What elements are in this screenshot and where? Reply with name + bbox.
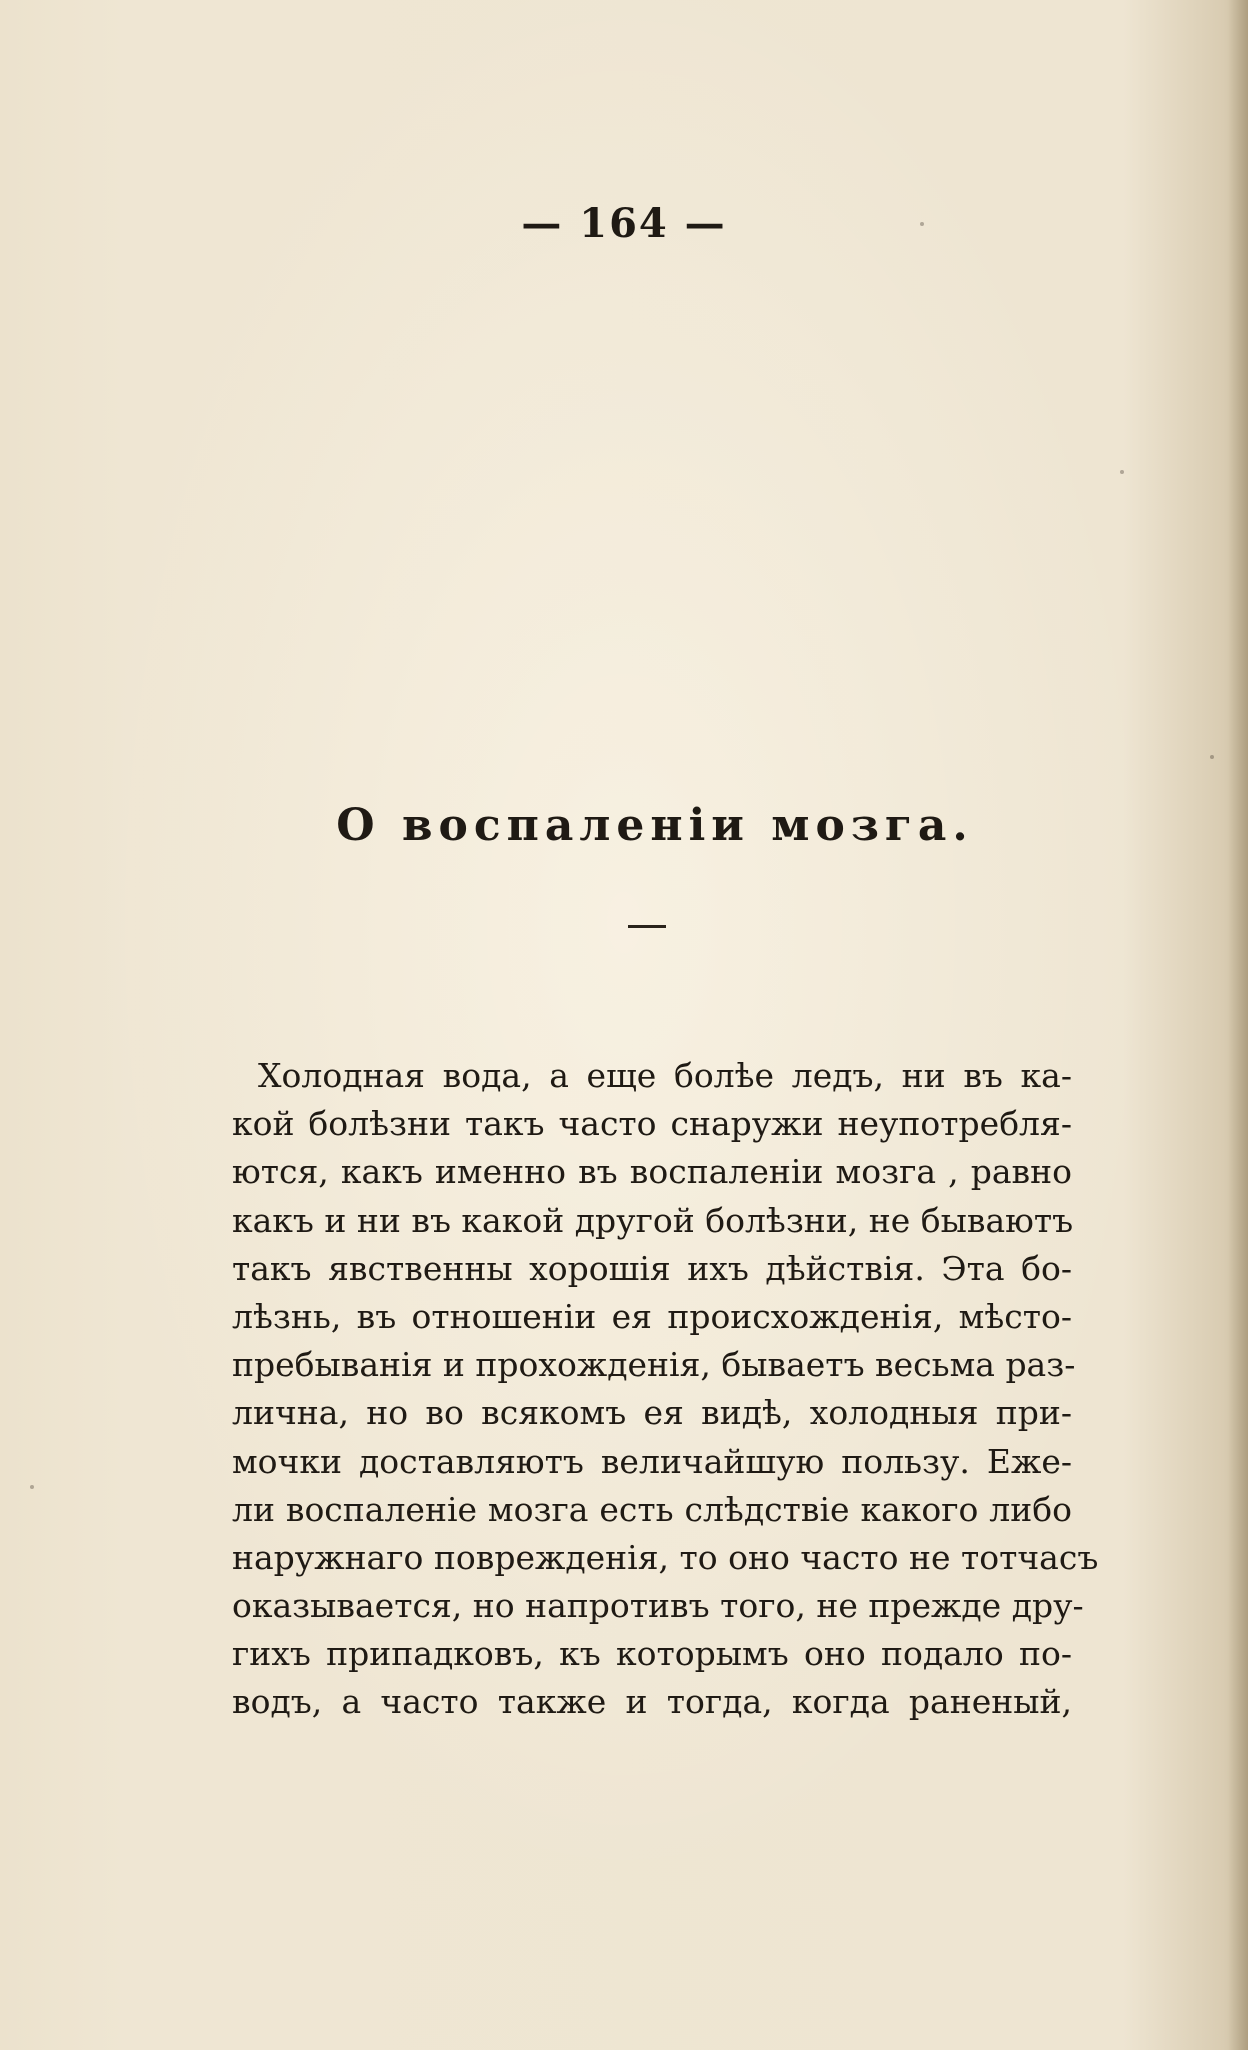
- text-line: водъ, а часто также и тогда, когда раненый,: [232, 1682, 1072, 1722]
- text-line: такъ явственны хорошія ихъ дѣйствія. Эта бо-: [232, 1248, 1072, 1288]
- text-line: какъ и ни въ какой другой болѣзни, не бываютъ: [232, 1200, 1074, 1240]
- text-line: лѣзнь, въ отношеніи ея происхожденія, мѣсто-: [232, 1296, 1072, 1336]
- text-line: ются, какъ именно въ воспаленіи мозга , равно: [232, 1152, 1072, 1192]
- body-paragraph: [232, 1052, 1099, 1727]
- paper-speck: [1210, 755, 1214, 759]
- text-line: гихъ припадковъ, къ которымъ оно подало по-: [232, 1634, 1072, 1674]
- page-edge-shadow: [1228, 0, 1248, 2050]
- text-line: лична, но во всякомъ ея видѣ, холодныя при-: [232, 1393, 1072, 1433]
- text-line: ли воспаленіе мозга есть слѣдствіе какого либо: [232, 1489, 1072, 1529]
- text-line: мочки доставляютъ величайшую пользу. Еже-: [232, 1441, 1072, 1481]
- paper-speck: [30, 1485, 34, 1489]
- paper-speck: [1120, 470, 1124, 474]
- text-line: пребыванія и прохожденія, бываетъ весьма раз-: [232, 1345, 1076, 1385]
- chapter-heading: О воспаленіи мозга.: [336, 800, 974, 851]
- text-line: наружнаго поврежденія, то оно часто не тотчасъ: [232, 1537, 1099, 1577]
- page-number: — 164 —: [521, 200, 727, 247]
- heading-separator: [628, 925, 666, 928]
- text-line: кой болѣзни такъ часто снаружи неупотребля-: [232, 1104, 1072, 1144]
- text-line: Холодная вода, а еще болѣе ледъ, ни въ ка-: [258, 1056, 1072, 1095]
- text-line: оказывается, но напротивъ того, не прежде дру-: [232, 1586, 1084, 1626]
